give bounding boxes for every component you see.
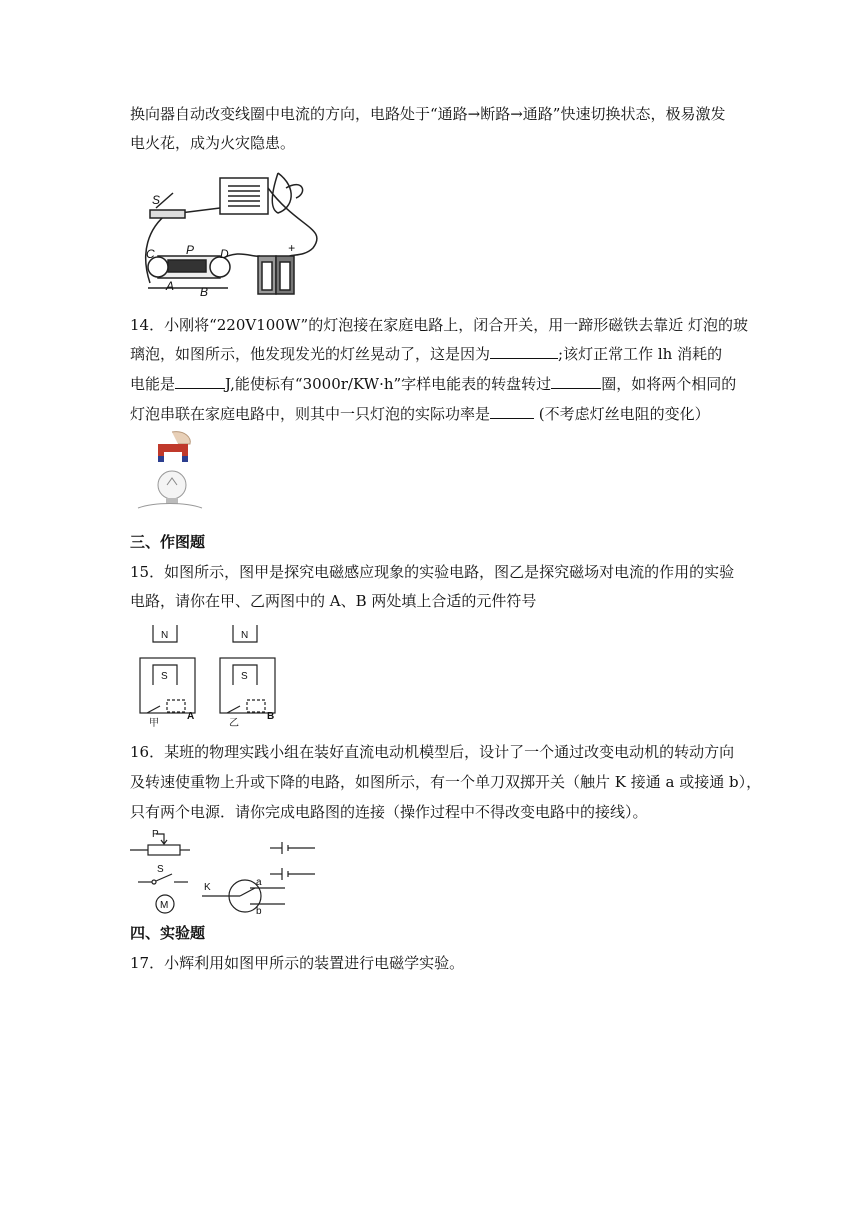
section-title: 三、作图题	[130, 533, 206, 551]
answer-blank[interactable]	[175, 374, 225, 389]
label-p: P	[152, 829, 159, 840]
left-s-label: S	[161, 671, 168, 682]
answer-blank[interactable]	[490, 404, 534, 419]
q14-text: 电能是	[130, 375, 176, 393]
label-p: P	[186, 243, 195, 257]
label-plus: +	[288, 241, 296, 255]
answer-blank[interactable]	[551, 374, 601, 389]
right-s-label: S	[241, 671, 248, 682]
q14-text: 圈，如将两个相同的	[601, 375, 737, 393]
label-b: b	[256, 906, 262, 916]
right-caption: 乙	[229, 718, 239, 729]
left-caption: 甲	[149, 718, 159, 729]
label-b: B	[200, 285, 209, 299]
q14-text: J,能使标有“3000r/KW·h”字样电能表的转盘转过	[225, 375, 552, 393]
magnet-bulb-figure	[130, 430, 205, 515]
left-n-label: N	[161, 630, 169, 641]
paragraph-line: 电火花，成为火灾隐患。	[130, 134, 296, 152]
q16-figure	[130, 826, 320, 916]
q14-line-4	[130, 404, 740, 424]
answer-blank[interactable]	[490, 344, 558, 359]
q16-line-1: 16．某班的物理实践小组在装好直流电动机模型后，设计了一个通过改变电动机的转动方向	[130, 743, 735, 761]
label-s: S	[157, 864, 164, 875]
right-n-label: N	[241, 630, 249, 641]
q14-line-2	[130, 344, 740, 364]
q15-line-1: 15．如图所示，图甲是探究电磁感应现象的实验电路，图乙是探究磁场对电流的作用的实验	[130, 563, 735, 581]
left-box-label: A	[187, 711, 195, 722]
paragraph-line: 换向器自动改变线圈中电流的方向，电路处于“通路→断路→通路”快速切换状态，极易激发	[130, 105, 726, 123]
section-title: 四、实验题	[130, 924, 206, 942]
label-minus: −	[253, 249, 261, 263]
q14-line-1: 14．小刚将“220V100W”的灯泡接在家庭电路上，闭合开关，用一蹄形磁铁去靠近 灯泡的玻	[130, 316, 748, 334]
label-d: D	[220, 247, 229, 261]
q14-text: 灯泡串联在家庭电路中，则其中一只灯泡的实际功率是	[130, 405, 491, 423]
label-c: C	[146, 247, 155, 261]
q14-text: (不考虑灯丝电阻的变化）	[534, 405, 710, 423]
q14-line-3	[130, 374, 740, 394]
q17-line-1: 17．小辉利用如图甲所示的装置进行电磁学实验。	[130, 954, 465, 972]
right-box-label: B	[267, 711, 275, 722]
label-k: K	[204, 882, 211, 893]
q16-line-2: 及转速使重物上升或下降的电路，如图所示，有一个单刀双掷开关（触片 K 接通 a 或接通 b），	[130, 773, 762, 791]
q15-line-2: 电路，请你在甲、乙两图中的 A、B 两处填上合适的元件符号	[130, 592, 537, 610]
motor-circuit-figure	[128, 168, 328, 303]
label-a: a	[256, 877, 262, 888]
label-m: M	[160, 900, 169, 911]
q15-figure	[135, 620, 285, 730]
label-a: A	[166, 279, 175, 293]
q16-line-3: 只有两个电源．请你完成电路图的连接（操作过程中不得改变电路中的接线）。	[130, 803, 648, 821]
q14-text: ;该灯正常工作 lh 消耗的	[558, 345, 723, 363]
label-s: S	[152, 193, 161, 207]
q14-text: 璃泡，如图所示，他发现发光的灯丝晃动了，这是因为	[130, 345, 491, 363]
